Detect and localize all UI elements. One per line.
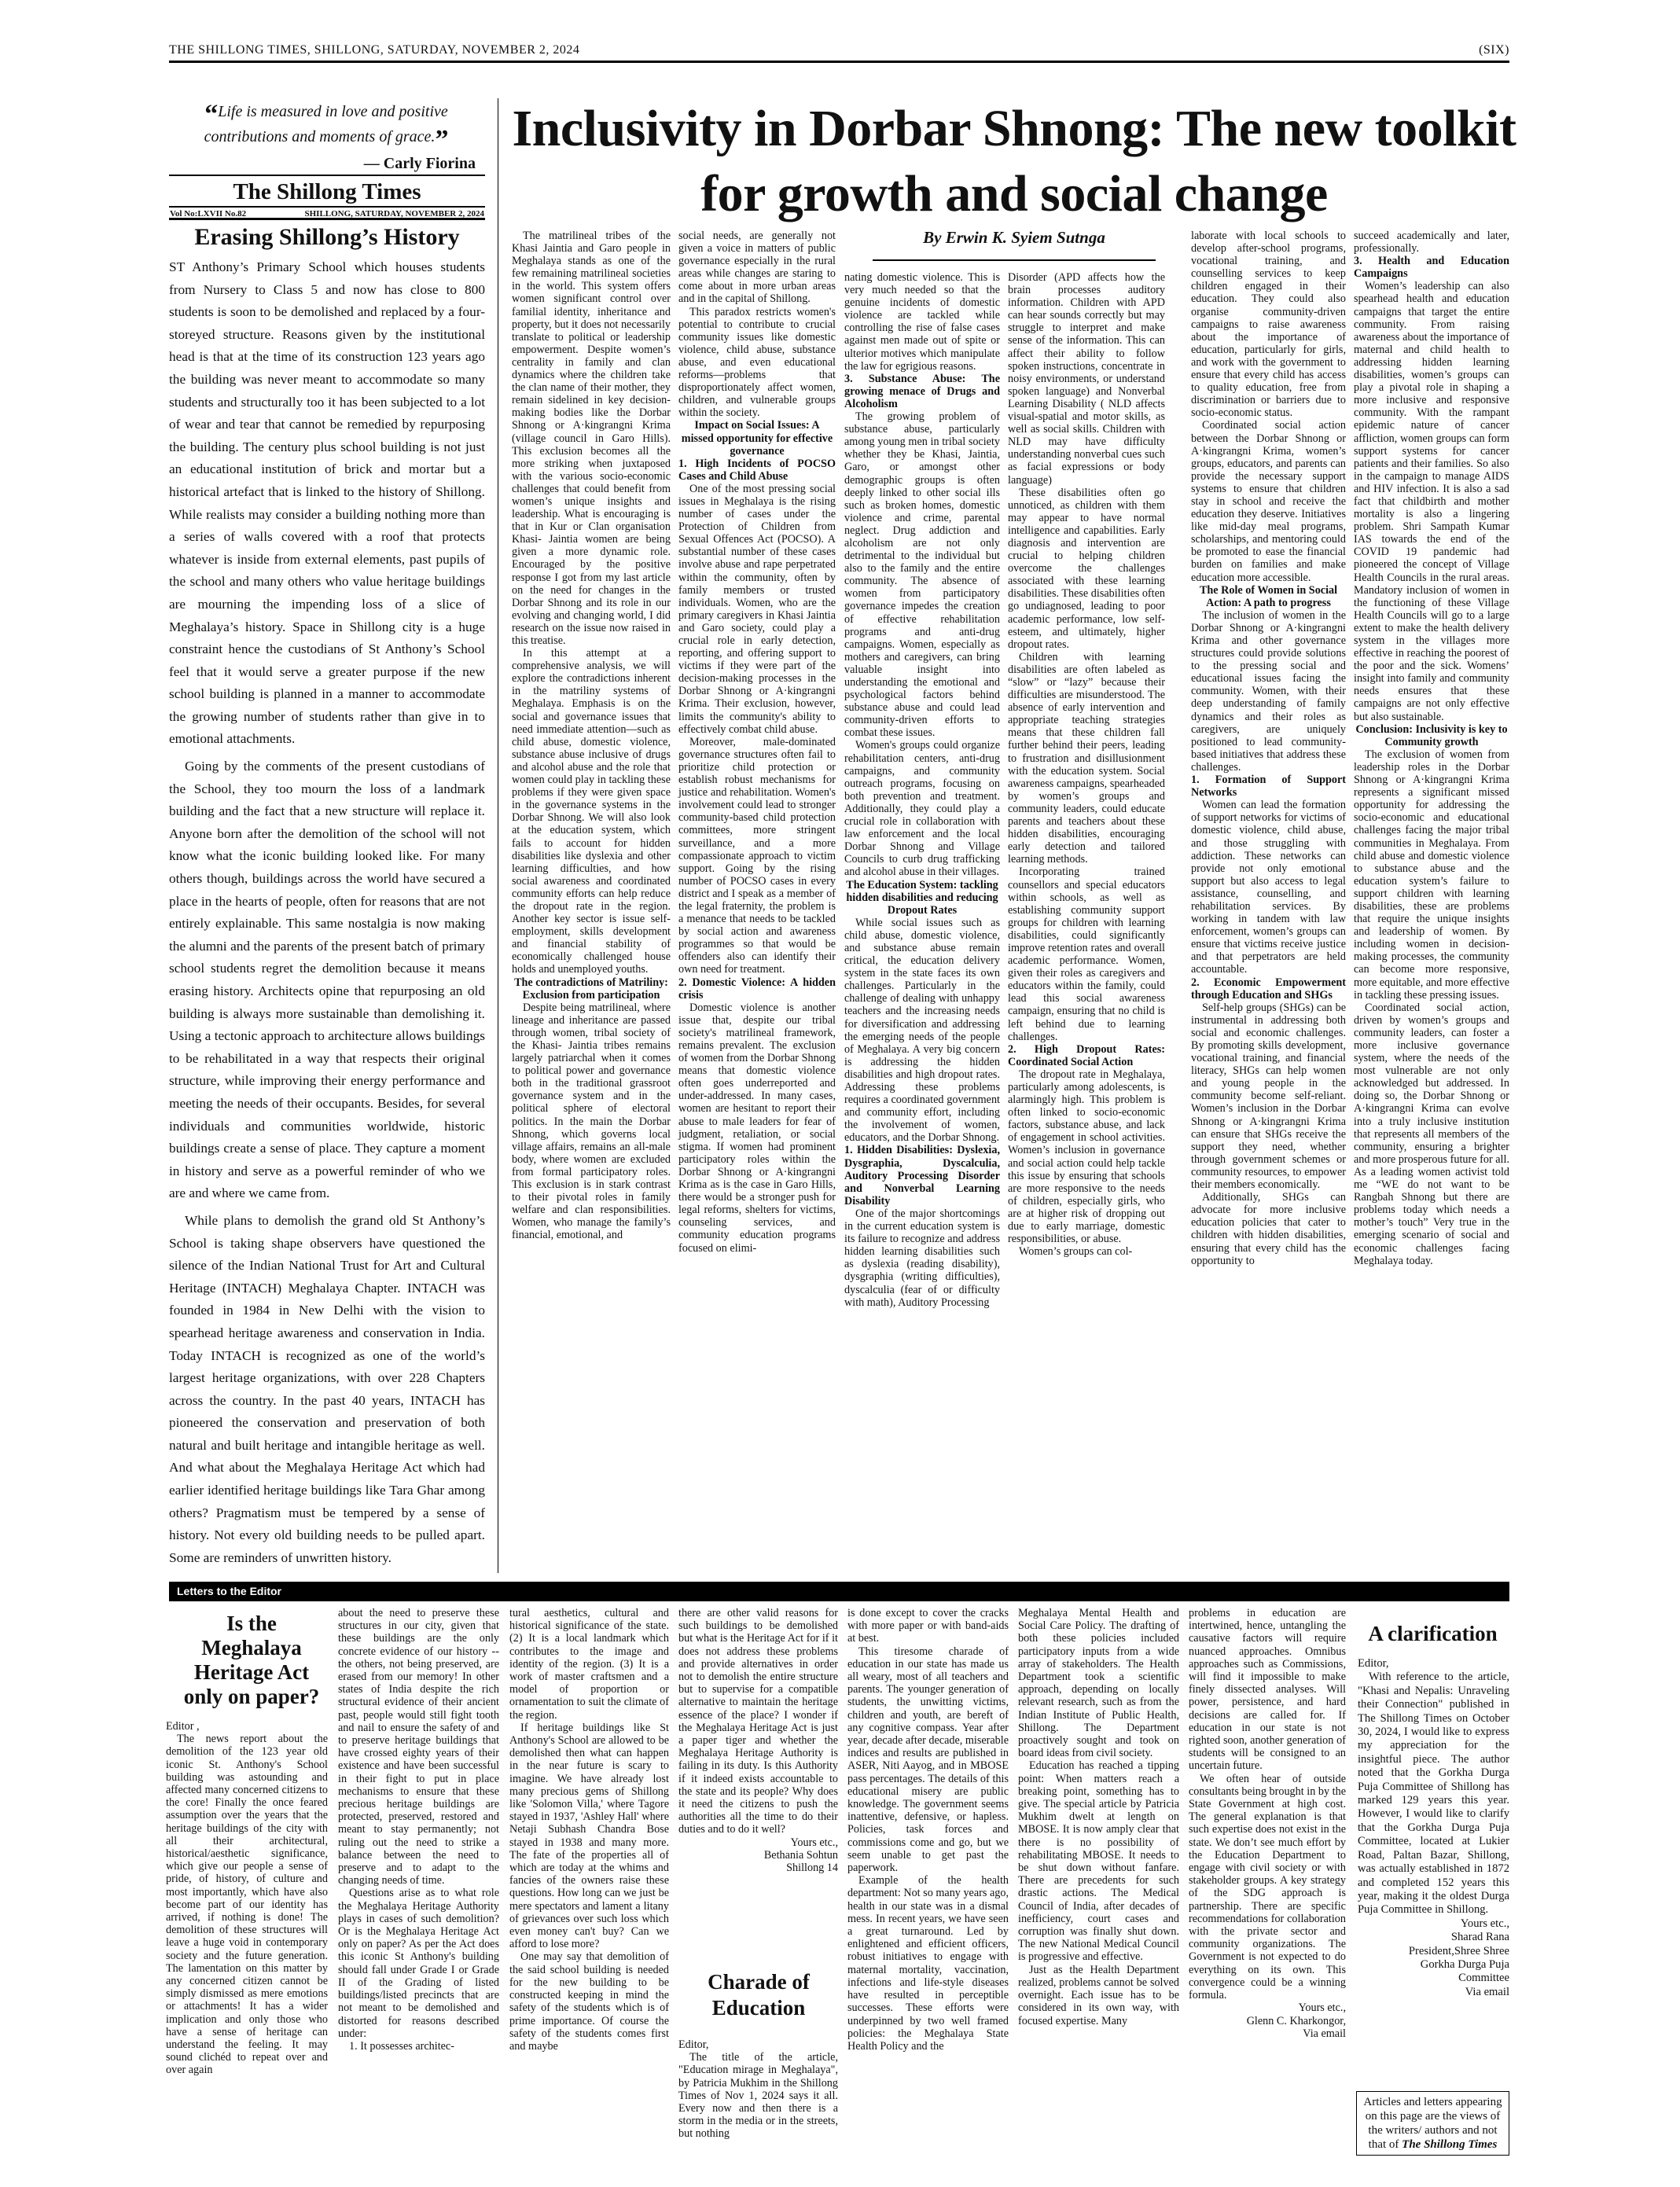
letter-3-body <box>1358 1657 1509 1999</box>
page-number: (SIX) <box>1479 43 1509 57</box>
article-subheading: 1. Hidden Disabilities: Dyslexia, Dysgraphia, Dyscalculia, Auditory Processing Disorder and Nonverbal Learning Disability <box>844 1144 1000 1207</box>
letter-2-col-3 <box>1018 1607 1179 2027</box>
letter-2-text: is done except to cover the cracks with more paper or with band-aids at best. <box>847 1607 1009 1645</box>
letter-2-text: Education has reached a tipping point: When matters reach a breaking point, something has to give. The special article by Patricia Mukhim dwelt at length on MBOSE. It is now amply clear that there is no possibility of rehabilitating MBOSE. It needs to be shut down without fanfare. There are precedents for such drastic actions. The Medical Council of India, after decades of inefficiency, court cases and corruption was finally shut down. The new National Medical Council is progressive and effective. <box>1018 1759 1179 1964</box>
letter-3-author: Sharad Rana <box>1450 1931 1509 1944</box>
article-column-1 <box>512 230 671 1242</box>
article-paragraph: These disabilities often go unnoticed, as children with them may appear to have normal intelligence and capabilities. Early diagnosis and intervention are crucial to helping children overcome the challenges associated with these learning disabilities. These disabilities often go undiagnosed, leading to poor academic performance, low self-esteem, and ultimately, higher dropout rates. <box>1008 486 1165 651</box>
article-subheading: Conclusion: Inclusivity is key to Community growth <box>1355 722 1508 748</box>
letter-2-author: Glenn C. Kharkongor, <box>1246 2014 1346 2027</box>
letter-1-signoff: Yours etc., <box>790 1836 838 1849</box>
letter-3-text: With reference to the article, "Khasi and Nepalis: Unraveling their Connection" published in The Shillong Times on October 30, 2024, I would like to express my appreciation for the insightful piece. The author noted that the Gorkha Durga Puja Committee of Shillong has marked 129 years this year. However, I would like to clarify that the Gorkha Durga Puja Committee, located at Lukier Road, Paltan Bazar, Shillong, was actually established in 1872 and completed 152 years this year, making it the oldest Durga Puja Committee in Shillong. <box>1358 1671 1509 1917</box>
page-header <box>169 39 1509 63</box>
masthead-date: SHILLONG, SATURDAY, NOVEMBER 2, 2024 <box>304 209 484 219</box>
letter-1-text: Questions arise as to what role the Meghalaya Heritage Authority plays in cases of such demolition? Or is the Meghalaya Heritage Act only on paper? As per the Act does this iconic St Anthony's building should fall under Grade I or Grade II of the Grading of listed buildings/listed precincts that are not meant to be demolished and distorted for reasons described under: <box>338 1887 499 2040</box>
letter-1-col-2 <box>338 1607 499 2053</box>
letter-2-text: Meghalaya Mental Health and Social Care Policy. The drafting of both these policies included participatory inputs from a wide array of stakeholders. The Health Department took a scientific approach, depending on locally relevant research, such as from the Indian Institute of Public Health, Shillong. The Department proactively sought and took on board ideas from civil society. <box>1018 1607 1179 1760</box>
article-paragraph: The dropout rate in Meghalaya, particularly among adolescents, is alarmingly high. This problem is often linked to socio-economic factors, substance abuse, and lack of engagement in school activities. Women’s inclusion in governance and social action could help tackle this issue by ensuring that schools are more responsive to the needs of children, especially girls, who are at higher risk of dropping out due to early marriage, domestic responsibilities, or abuse. <box>1008 1068 1165 1246</box>
article-paragraph: Women can lead the formation of support networks for victims of domestic violence, child abuse, and those struggling with addiction. These networks can provide not only emotional support but also access to legal assistance, counselling, and rehabilitation services. By working in tandem with law enforcement, women’s groups can ensure that victims receive justice and that perpetrators are held accountable. <box>1191 799 1346 976</box>
article-paragraph: The matrilineal tribes of the Khasi Jaintia and Garo people in Meghalaya stands as one of the few remaining matrilineal societies in the world. This system offers women significant control over familial identity, inheritance and property, but it does not necessarily translate to political or leadership empowerment. Despite women’s centrality in family and clan dynamics where the children take the clan name of their mother, they remain sidelined in key decision-making bodies like the Dorbar Shnong or A·kingrangni Krima (village council in Garo Hills). This exclusion becomes all the more striking when juxtaposed with the various socio-economic challenges that could benefit from women’s unique insights and leadership. What is encouraging is that in Kur or Clan organisation Khasi- Jaintia women are being given a more dynamic role. Encouraged by the positive response I got from my last article on the need for changes in the Dorbar Shnong and its role in our evolving and changing world, I did research on the issue now raised in this treatise. <box>512 230 671 647</box>
article-paragraph: nating domestic violence. This is very much needed so that the genuine incidents of domestic violence are tackled while controlling the rise of false cases against men made out of spite or ulterior motives which manipulate the law for egrigious reasons. <box>844 271 1000 373</box>
article-subheading: 2. High Dropout Rates: Coordinated Social Action <box>1008 1042 1165 1068</box>
open-quote-icon: “ <box>204 100 219 129</box>
article-paragraph: Disorder (APD affects how the brain processes auditory information. Children with APD can hear sounds correctly but may struggle to interpret and make sense of the information. This can affect their ability to follow spoken instructions, concentrate in noisy environments, or understand spoken language) and Nonverbal Learning Disability ( NLD affects visual-spatial and motor skills, as well as social skills. Children with NLD may have difficulty understanding nonverbal cues such as facial expressions or body language) <box>1008 271 1165 487</box>
masthead-meta <box>169 208 485 220</box>
article-paragraph: Coordinated social action between the Dorbar Shnong or A·kingrangni Krima, women’s groups, educators, and parents can provide the necessary support systems to ensure that children stay in school and receive the education they deserve. Initiatives like mid-day meal programs, scholarships, and mentoring could be promoted to ease the financial burden on families and make education more accessible. <box>1191 419 1346 584</box>
article-paragraph: Self-help groups (SHGs) can be instrumental in addressing both social and economic challenges. By promoting skills development, vocational training, and financial literacy, SHGs can help women and young people in the community become self-reliant. Women’s inclusion in the Dorbar Shnong or A·kingrangni Krima can ensure that SHGs receive the support they need, whether through government schemes or community resources, to empower their members economically. <box>1191 1001 1346 1192</box>
close-quote-icon: ” <box>435 125 449 154</box>
letter-1-text: If heritage buildings like St Anthony's School are allowed to be demolished then what can happen in the near future is scary to imagine. We have already lost many precious gems of Shillong like 'Solomon Villa,' where Tagore stayed in 1937, 'Ashley Hall' where Netaji Subhash Chandra Bose stayed in 1938 and many more. The fate of the properties all of which are today at the whims and fancies of the owners raise these questions. How long can we just be mere spectators and lament a litany of grievances over such loss which even money can't buy? Can we afford to lose more? <box>509 1721 669 1951</box>
article-column-5 <box>1191 230 1346 1267</box>
article-paragraph: Women’s groups can col- <box>1019 1245 1133 1259</box>
letter-1-location: Shillong 14 <box>786 1862 838 1875</box>
article-paragraph: In this attempt at a comprehensive analysis, we will explore the contradictions inherent in the matriliny systems of Meghalaya. Emphasis is on the social and governance issues that need immediate attention—such as child abuse, domestic violence, substance abuse inclusive of drugs and alcohol abuse and the role that women could play in tackling these problems if they were given space in the governance systems in the Dorbar Shnong. We will also look at the education system, which fails to account for hidden disabilities like dyslexia and other learning difficulties, and how social awareness and coordinated community efforts can help reduce the dropout rate in the region. Another key sector is issue self-employment, skills development and financial stability of economically challenged house holds and unemployed youths. <box>512 647 671 976</box>
article-paragraph: Children with learning disabilities are often labeled as “slow” or “lazy” because their difficulties are misunderstood. The absence of early intervention and appropriate teaching strategies means that these children fall further behind their peers, leading to frustration and disillusionment with the education system. Social awareness campaigns, spearheaded by women’s groups and community leaders, could educate parents and teachers about these hidden disabilities, encouraging early detection and tailored learning methods. <box>1008 650 1165 866</box>
article-paragraph: Women’s leadership can also spearhead health and education campaigns that target the entire community. From raising awareness about the importance of maternal and child health to addressing hidden learning disabilities, women’s groups can play a pivotal role in shaping a more inclusive and responsive community. With the rampant epidemic nature of cancer affliction, women groups can form support systems for cancer patients and their families. So also in the campaign to manage AIDS and HIV infection. It is also a sad fact that childbirth and mother mortality is also a lingering problem. Shri Sampath Kumar IAS towards the end of the COVID 19 pandemic had pioneered the concept of Village Health Councils in the rural areas. Mandatory inclusion of women in the functioning of these Village Health Councils will go to a large extent to make the health delivery system in the villages more effective in reaching the poorest of the poor and the sick. Womens’ insight into family and community needs ensures that these campaigns are not only effective but also sustainable. <box>1354 280 1509 723</box>
article-paragraph: laborate with local schools to develop after-school programs, vocational training, and counselling services to keep children engaged in their education. They could also organise community-driven campaigns to raise awareness about the importance of education, particularly for girls, and work with the government to ensure that every child has access to quality education, free from discrimination or barriers due to socio-economic status. <box>1191 230 1346 420</box>
quote-author: — Carly Fiorina <box>363 155 476 172</box>
article-paragraph: social needs, are generally not given a voice in matters of public governance especially in the rural areas while changes are staring to come about in more urban areas and in the capital of Shillong. <box>678 230 836 306</box>
article-subheading: 3. Substance Abuse: The growing menace of Drugs and Alcoholism <box>844 372 1000 410</box>
article-paragraph: Additionally, SHGs can advocate for more inclusive education policies that cater to children with hidden disabilities, ensuring that every child has the opportunity to <box>1191 1191 1346 1267</box>
article-column-2 <box>678 230 836 1255</box>
article-paragraph: This paradox restricts women's potential to contribute to crucial community issues like domestic violence, child abuse, substance abuse, and even educational reforms—problems that disproportionately affect women, children, and vulnerable groups within the society. <box>678 305 836 420</box>
article-column-3 <box>844 271 1000 1309</box>
editorial-paragraph: ST Anthony’s Primary School which houses students from Nursery to Class 5 and now has close to 800 students is soon to be demolished and replaced by a four-storeyed structure. Reasons given by the institutional head is that at the time of its construction 123 years ago the building was never meant to accommodate so many students and structurally too it has been subjected to a lot of wear and tear that cannot be remedied by repurposing the building. The century plus school building is not just an educational institution of brick and mortar but a historical artefact that is linked to the history of Shillong. While realists may consider a building nothing more than a series of walls covered with a roof that protects whatever is inside from external elements, past pupils of the school and many others who value heritage buildings are mourning the impending loss of a slice of Meghalaya’s history. Space in Shillong city is a huge constraint hence the custodians of St Anthony’s School feel that it would serve a greater purpose if the new school building is planned in a manner to accommodate the growing number of students rather than give in to emotional attachments. <box>169 259 485 747</box>
article-subheading: Impact on Social Issues: A missed opportunity for effective governance <box>681 419 833 458</box>
letter-1-text: there are other valid reasons for such buildings to be demolished but what is the Heritage Act for if it does not address these problems and provide alternatives in order not to demolish the entire structure but to supervise for a compatible alternative to maintain the heritage essence of the place? I wonder if the Meghalaya Heritage Act is just a paper tiger and whether the Meghalaya Heritage Authority is failing in its duty. Is this Authority if it indeed exists accountable to the state and its people? Why does it need the citizens to push the authorities all the time to do their duties and to do it well? <box>678 1607 838 1836</box>
letter-3-signoff: Yours etc., <box>1460 1917 1509 1930</box>
article-paragraph: Incorporating trained counsellors and special educators within schools, as well as establishing community support groups for children with learning disabilities, could significantly improve retention rates and overall academic performance. Women, given their roles as caregivers and educators within the family, could lead this social awareness campaign, ensuring that no child is left behind due to learning challenges. <box>1008 866 1165 1043</box>
letter-2-location: Via email <box>1303 2027 1346 2040</box>
editorial-paragraph: While plans to demolish the grand old St Anthony’s School is taking shape observers have questioned the silence of the Indian National Trust for Art and Cultural Heritage (INTACH) Meghalaya Chapter. INTACH was founded in 1984 in New Delhi with the vision to spearhead heritage awareness and conservation in India. Today INTACH is recognized as one of the world’s largest heritage organizations, with over 228 Chapters across the country. In the past 40 years, INTACH has pioneered the conservation and preservation of both natural and built heritage and intangible heritage as well. And what about the Meghalaya Heritage Act which had earlier identified heritage buildings like Tara Ghar among others? Pragmatism must be tempered by a sense of history. Not every old building needs to be pulled apart. Some are reminders of unwritten history. <box>169 1212 485 1565</box>
letter-1-text: about the need to preserve these structures in our city, given that these buildings are the only concrete evidence of our history -- the others, not being preserved, are erased from our memory! In other states of India despite the rich structural evidence of their ancient past, people would still fight tooth and nail to ensure the safety of and to preserve heritage buildings that have crossed eighty years of their existence and have been successful in their fight to put in place mechanisms to ensure that these precious heritage buildings are protected, preserved, restored and meant to stay permanently; not ruling out the need to strike a balance between the need to preserve and to adapt to the changing needs of time. <box>338 1607 499 1887</box>
article-paragraph: While social issues such as child abuse, domestic violence, and substance abuse remain critical, the education delivery system in the state faces its own challenges. Particularly in the challenge of dealing with unhappy teachers and the increasing needs for diversification and addressing the emerging needs of the people of Meghalaya. A very big concern is addressing the hidden disabilities and high dropout rates. Addressing these problems requires a coordinated government and community effort, including the involvement of women, educators, and the Dorbar Shnong. <box>844 916 1000 1145</box>
editorial-paragraph: Going by the comments of the present custodians of the School, they too mourn the loss of a landmark building and the fact that a new structure will replace it. Anyone born after the demolition of the school will not know what the iconic building looked like. For many others though, buildings across the world have secured a place in the hearts of people, often for reasons that are not entirely explainable. This same nostalgia is now making the alumni and the parents of the present batch of primary school students regret the demolition because it means erasing history. Architects opine that repurposing an old building is always more sustainable than demolishing it. Using a tectonic approach to architecture allows buildings to be rehabilitated in a way that respects their original structure, while improving their energy performance and meeting the needs of their occupants. Besides, for several individuals and communities worldwide, historic buildings create a sense of place. They capture a moment in history and serve as a powerful reminder of who we are and where we came from. <box>169 759 485 1201</box>
editorial-title: Erasing Shillong’s History <box>194 224 460 250</box>
article-subheading: The Education System: tackling hidden disabilities and reducing Dropout Rates <box>846 878 998 917</box>
letter-2-text: This tiresome charade of education in our state has made us all weary, most of all teachers and parents. The younger generation of students, the unwitting victims, children and youth, are bereft of any cognitive compass. Year after year, decade after decade, miserable indices and results are published in ASER, Niti Aayog, and in MBOSE pass percentages. The details of this educational misery are public knowledge. The government seems inattentive, defensive, or hapless. Policies, task forces and commissions come and go, but we seem unable to get past the paperwork. <box>847 1645 1009 1875</box>
letter-3-author-title: Committee <box>1458 1972 1509 1985</box>
article-column-6 <box>1354 230 1509 1267</box>
article-column-4 <box>1008 271 1165 1258</box>
article-subheading: 1. High Incidents of POCSO Cases and Child Abuse <box>678 457 836 483</box>
letter-2-col-2 <box>847 1607 1009 2053</box>
letter-2-text: Just as the Health Department realized, problems cannot be solved overnight. Each issue has to be considered in its own way, with focused expertise. Many <box>1018 1963 1179 2027</box>
letter-3-location: Via email <box>1465 1985 1509 1998</box>
article-headline: Inclusivity in Dorbar Shnong: The new toolkit for growth and social change <box>512 100 1516 222</box>
article-subheading: 2. Domestic Violence: A hidden crisis <box>678 976 836 1002</box>
article-paragraph: Coordinated social action, driven by women’s groups and community leaders, can foster a more inclusive governance system, where the needs of the most vulnerable are not only acknowledged but addressed. In doing so, the Dorbar Shnong or A·kingrangni Krima can evolve into a truly inclusive institution that represents all members of the community, ensuring a brighter and more prosperous future for all. As a leading women activist told me “WE do not want to be Rangbah Shnong but there are problems today which needs a mother’s touch” Very true in the emerging scenario of social and economic challenges facing Meghalaya today. <box>1354 1001 1509 1267</box>
editorial-body <box>169 256 485 1574</box>
letter-1-author: Bethania Sohtun <box>763 1848 838 1862</box>
article-subheading: 1. Formation of Support Networks <box>1191 774 1346 799</box>
article-paragraph: Moreover, male-dominated governance structures often fail to prioritize child protection or establish robust mechanisms for justice and rehabilitation. Women's involvement could lead to stronger community-based child protection committees, more stringent surveillance, and a more compassionate approach to victim support. Going by the rising number of POCSO cases in every district and I speak as a member of the legal fraternity, the problem is a menance that needs to be tackled by social action and awareness programmes so that would be offenders also can identify their own need for treatment. <box>678 735 836 976</box>
letter-2-signoff: Yours etc., <box>1298 2001 1346 2015</box>
article-byline: By Erwin K. Syiem Sutnga <box>923 228 1105 247</box>
letter-2-text: problems in education are intertwined, hence, untangling the causative factors will require nuanced approaches. Omnibus approaches such as Commissions, will find it impossible to make finely dissected analyses. Will power, persistence, and hard decisions are called for. If education in our state is not righted soon, another generation of students will be consigned to an uncertain future. <box>1189 1607 1346 1773</box>
quote-box <box>169 101 483 175</box>
masthead-name: The Shillong Times <box>169 176 485 208</box>
letter-2-col-1 <box>678 2038 838 2141</box>
letter-1-col-4 <box>678 1607 838 1874</box>
article-paragraph: One of the most pressing social issues in Meghalaya is the rising number of cases under the Protection of Children from Sexual Offences Act (POCSO). A substantial number of these cases involve abuse and rape perpetrated within the community, often by family members or trusted individuals. Women, who are the primary caregivers in Khasi Jaintia and Garo society, could play a crucial role in early detection, reporting, and offering support to victims if they were part of the decision-making processes in the Dorbar Shnong or A·kingrangni Krima. Their exclusion, however, limits the community's ability to effectively combat child abuse. <box>678 482 836 736</box>
letter-1-title: Is the Meghalaya Heritage Act only on paper? <box>183 1612 320 1708</box>
article-subheading: The contradictions of Matriliny: Exclusion from participation <box>514 976 668 1002</box>
article-paragraph: Domestic violence is another issue that, despite our tribal society's matrilineal framework, remains prevalent. The exclusion of women from the Dorbar Shnong means that domestic violence often goes underreported and under-addressed. In many cases, women are hesitant to report their abuse to male leaders for fear of judgment, retaliation, or social stigma. If women had prominent participatory roles within the Dorbar Shnong or A·kingrangni Krima as is the case in Garo Hills, there would be a stronger push for legal reforms, shelters for victims, counseling services, and community education programs focused on elimi- <box>678 1001 836 1255</box>
letter-1-text: tural aesthetics, cultural and historical significance of the state. (2) It is a local landmark which contributes to the image and identity of the region. (3) It is a work of master craftsmen and a model of proportion or ornamentation to suit the climate of the region. <box>509 1607 669 1722</box>
article-paragraph: The growing problem of substance abuse, particularly among young men in tribal society whether they be Khasi, Jaintia, Garo, or amongst other demographic groups is often deeply linked to other social ills such as broken homes, domestic violence and crime, parental neglect. Drug addiction and alcoholism are not only detrimental to the individual but also to the family and the entire community. The absence of women from participatory governance impedes the creation of effective rehabilitation programs and anti-drug campaigns. Women, especially as mothers and caregivers, can bring valuable insight into understanding the emotional and psychological factors behind substance abuse and could lead community-driven efforts to combat these issues. <box>844 410 1000 740</box>
disclaimer-publication: The Shillong Times <box>1402 2138 1498 2151</box>
article-paragraph: succeed academically and later, professionally. <box>1354 230 1509 255</box>
article-subheading: The Role of Women in Social Action: A path to progress <box>1199 583 1338 609</box>
masthead-volume: Vol No:LXVII No.82 <box>170 209 247 219</box>
article-subheading: 3. Health and Education Campaigns <box>1354 255 1509 281</box>
disclaimer-text: Articles and letters appearing on this page are the views of the writers/ authors and not that of <box>1363 2096 1502 2151</box>
article-paragraph: Despite being matrilineal, where lineage and inheritance are passed through women, tribal society of the Khasi- Jaintia tribes remains largely patriarchal when it comes to political power and governance both in the traditional grassroot governance system and in the political sphere of electoral politics. In the main the Dorbar Shnong, which governs local village affairs, remains an all-male body, where women are excluded from formal participatory roles. This exclusion is in stark contrast to their pivotal roles in family welfare and clan responsibilities. Women, who manage the family’s financial, emotional, and <box>512 1001 671 1242</box>
letter-1-salutation: Editor , <box>166 1720 200 1733</box>
letter-1-col-3 <box>509 1607 669 2053</box>
letter-1-text: 1. It possesses architec- <box>349 2039 454 2053</box>
letter-1-col-1 <box>166 1720 328 2077</box>
letter-3-author-title: Gorkha Durga Puja <box>1420 1957 1509 1971</box>
page-header-left: THE SHILLONG TIMES, SHILLONG, SATURDAY, NOVEMBER 2, 2024 <box>169 43 580 57</box>
letter-2-text: The title of the article, "Education mirage in Meghalaya", by Patricia Mukhim in the Shillong Times of Nov 1, 2024 says it all. Every now and then there is a storm in the media or in the streets, but nothing <box>678 2051 838 2141</box>
letter-1-text: One may say that demolition of the said school building is needed for the new building to be constructed keeping in mind the safety of the students which is of prime importance. Of course the safety of the students comes first and maybe <box>509 1950 669 2053</box>
byline-rule <box>873 259 1156 261</box>
letter-2-title: Charade of Education <box>708 1970 810 2020</box>
letter-2-salutation: Editor, <box>678 2038 709 2051</box>
quote-text: Life is measured in love and positive contributions and moments of grace. <box>204 103 448 145</box>
article-paragraph: The inclusion of women in the Dorbar Shnong or A·kingrangni Krima and other governance structures could provide solutions to the pressing social and educational issues facing the community. Women, with their deep understanding of family dynamics and their roles as caregivers, are uniquely positioned to lead community-based initiatives that address these challenges. <box>1191 608 1346 774</box>
letter-3-salutation: Editor, <box>1358 1657 1389 1670</box>
letter-2-col-4 <box>1189 1607 1346 2040</box>
letter-3-author-title: President,Shree Shree <box>1408 1944 1509 1957</box>
letter-3-title: A clarification <box>1368 1622 1498 1645</box>
letter-1-text: The news report about the demolition of the 123 year old iconic St. Anthony's School building was astounding and affected many concerned citizens to the core! Finally the once feared assumption over the years that the heritage buildings of the city with all their architectural, historical/aesthetic significance, which give our people a sense of pride, of history, of culture and most importantly, which have also become part of our identity has arrived, if nothing is done! The demolition of these structures will leave a huge void in contemporary society and the future generation. The lamentation on this matter by any concerned citizen cannot be simply dismissed as mere emotions or attachments! It has a wider implication and only those who have a sense of heritage can understand the feeling. It may sound clichéd to repeat over and over again <box>166 1733 328 2077</box>
letter-2-text: We often hear of outside consultants being brought in by the State Government at high cost. The general explanation is that such expertise does not exist in the state. We don’t see much effort by the Education Department to engage with civil society or with stakeholder groups. A key strategy of the SDG approach is partnership. There are specific recommendations for collaboration with the private sector and community organizations. The Government is not expected to do everything on its own. This convergence could be a winning formula. <box>1189 1772 1346 2002</box>
article-subheading: 2. Economic Empowerment through Education and SHGs <box>1191 976 1346 1002</box>
masthead <box>169 175 485 220</box>
article-paragraph: Women's groups could organize rehabilitation centers, anti-drug campaigns, and community outreach programs, focusing on both prevention and treatment. Additionally, they could play a crucial role in collaboration with law enforcement and the local Dorbar Shnong and Village Councils to curb drug trafficking and alcohol abuse in their villages. <box>844 739 1000 879</box>
letter-2-text: Example of the health department: Not so many years ago, health in our state was in a dismal mess. In recent years, we have seen a great turnaround. Led by enlightened and efficient officers, robust initiatives to engage with maternal mortality, vaccination, infections and life-style diseases have resulted in perceptible successes. These efforts were underpinned by two well framed policies: the Meghalaya State Health Policy and the <box>847 1874 1009 2053</box>
article-paragraph: One of the major shortcomings in the current education system is its failure to recognize and address hidden learning disabilities such as dyslexia (reading disability), dysgraphia (writing difficulties), dyscalculia (fear of or difficulty with math), Auditory Processing <box>844 1207 1000 1309</box>
article-paragraph: The exclusion of women from leadership roles in the Dorbar Shnong or A·kingrangni Krima represents a significant missed opportunity for addressing the socio-economic and educational challenges facing the major tribal communities in Meghalaya. From child abuse and domestic violence to substance abuse and the education system’s failure to support children with learning disabilities, these are problems that require the unique insights and leadership of women. By including women in decision-making processes, the community can become more responsive, more equitable, and more effective in tackling these pressing issues. <box>1354 748 1509 1002</box>
disclaimer-box <box>1356 2091 1509 2156</box>
letters-section-bar: Letters to the Editor <box>169 1582 1509 1601</box>
